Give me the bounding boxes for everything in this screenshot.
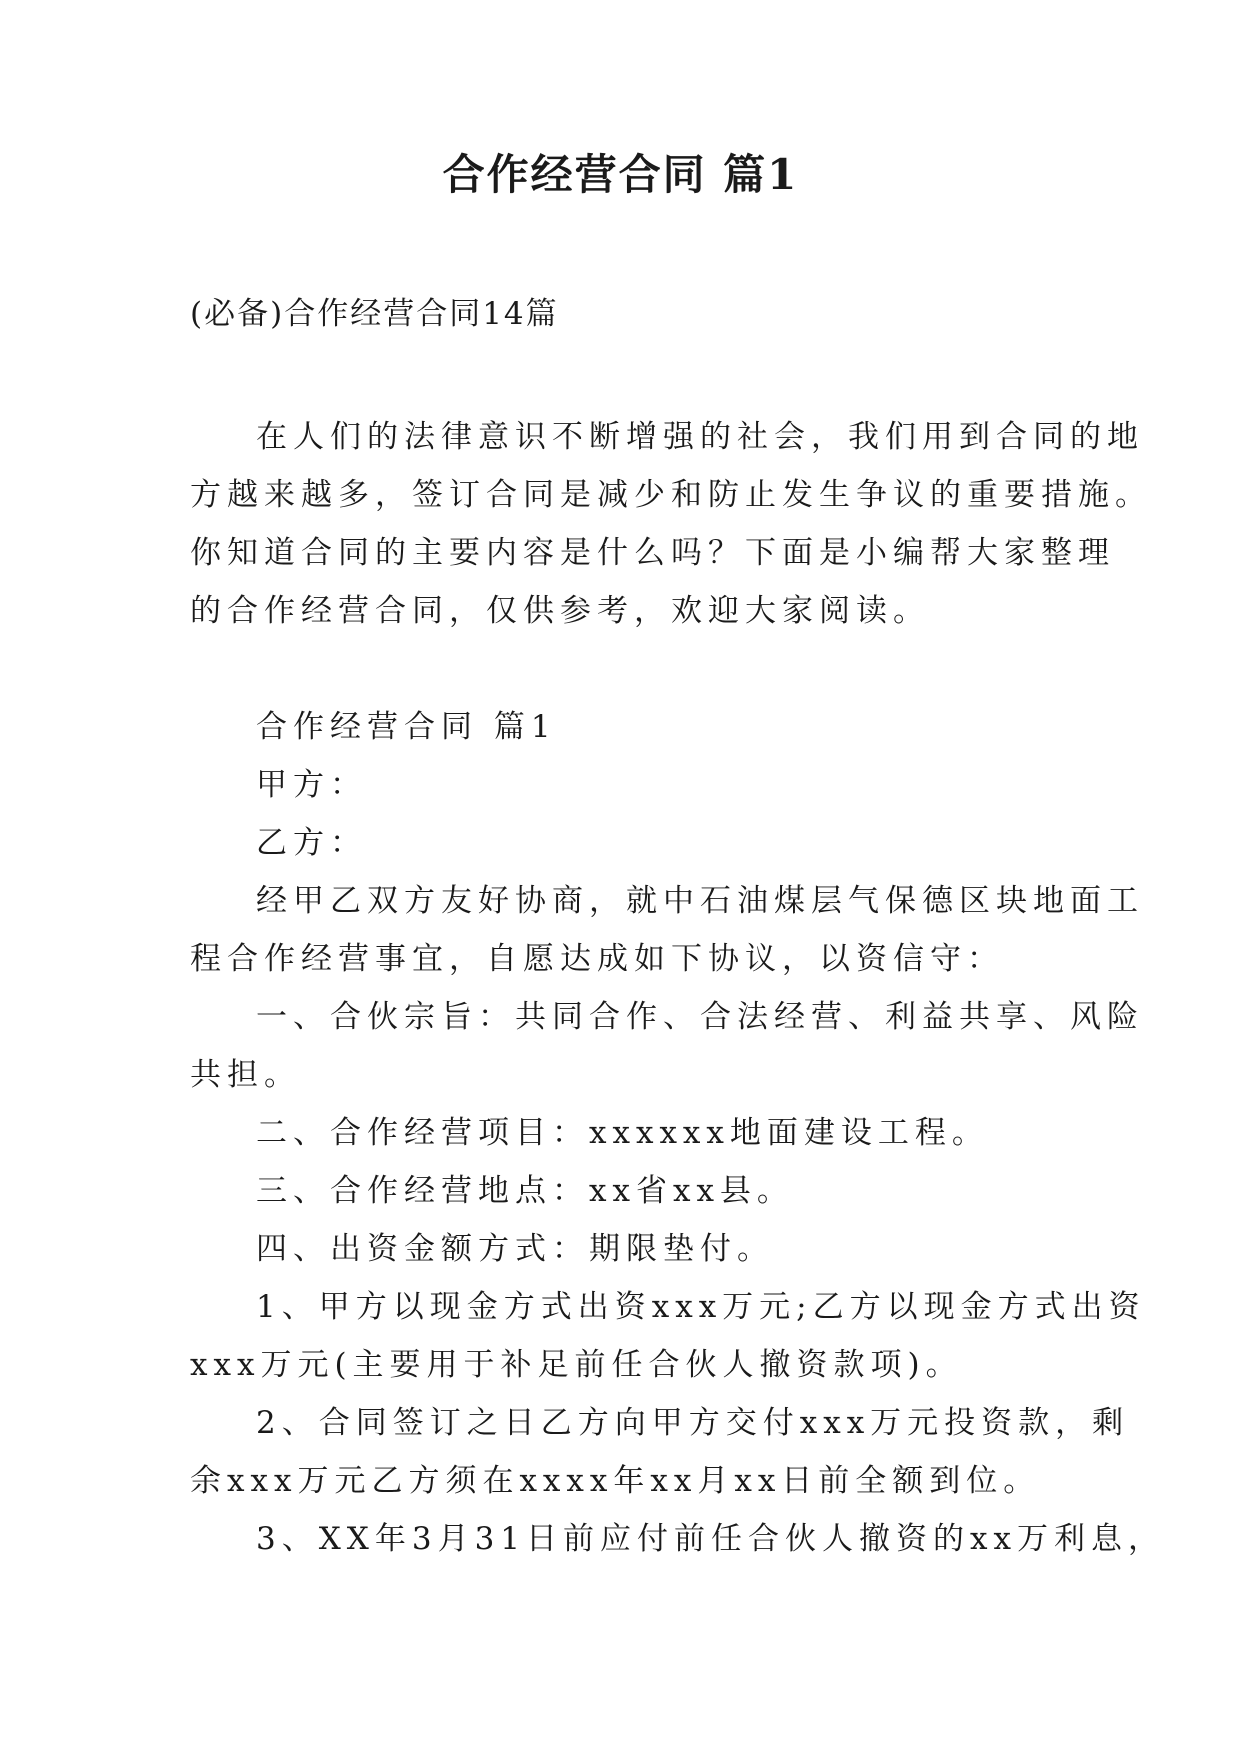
intro-paragraph [190,408,1152,640]
contract-body [190,698,1165,1568]
contract-line: 共担。 [190,1057,301,1093]
contract-line: 3、XX年3月31日前应付前任合伙人撤资的xx万利息， [256,1521,1165,1557]
intro-line: 方越来越多，签订合同是减少和防止发生争议的重要措施。 [190,477,1152,513]
contract-line: 经甲乙双方友好协商，就中石油煤层气保德区块地面工 [256,883,1144,919]
contract-line: 余xxx万元乙方须在xxxx年xx月xx日前全额到位。 [190,1463,1041,1499]
contract-line: 三、合作经营地点：xx省xx县。 [256,1173,794,1209]
contract-line: 四、出资金额方式：期限垫付。 [256,1231,774,1267]
contract-line: 乙方： [256,825,367,861]
intro-line: 你知道合同的主要内容是什么吗？下面是小编帮大家整理 [190,535,1115,571]
contract-line: 程合作经营事宜，自愿达成如下协议，以资信守： [190,941,1004,977]
intro-line: 在人们的法律意识不断增强的社会，我们用到合同的地 [256,419,1144,455]
contract-line: 合作经营合同 篇1 [256,709,557,745]
document-title: 合作经营合同 篇1 [442,150,799,199]
contract-line: 二、合作经营项目：xxxxxx地面建设工程。 [256,1115,989,1151]
contract-line: 2、合同签订之日乙方向甲方交付xxx万元投资款，剩 [256,1405,1130,1441]
intro-line: 的合作经营合同，仅供参考，欢迎大家阅读。 [190,593,930,629]
contract-line: 一、合伙宗旨：共同合作、合法经营、利益共享、风险 [256,999,1144,1035]
contract-line: xxx万元(主要用于补足前任合伙人撤资款项)。 [190,1347,963,1383]
document-subtitle: (必备)合作经营合同14篇 [190,296,559,332]
contract-line: 甲方： [256,767,367,803]
contract-line: 1、甲方以现金方式出资xxx万元;乙方以现金方式出资 [256,1289,1146,1325]
